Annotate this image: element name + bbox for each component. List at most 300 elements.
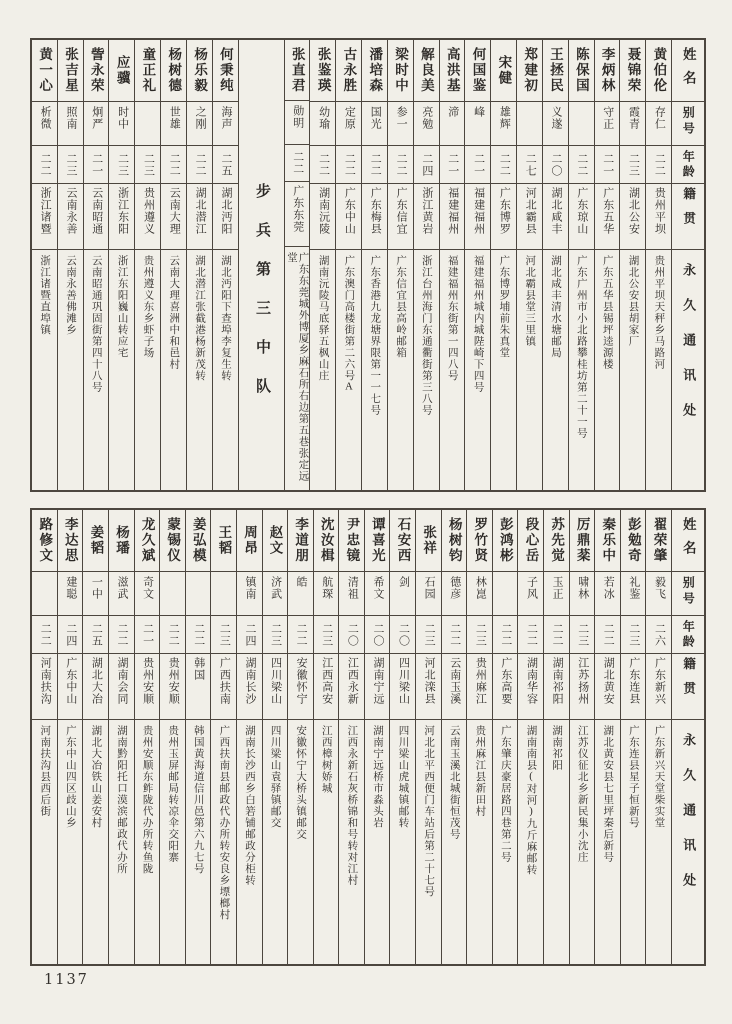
entry-age: 二〇 (346, 622, 359, 647)
entry-alias: 亮勉 (420, 106, 433, 130)
entry-address: 广东香港九龙塘界限第一一七号 (369, 255, 381, 416)
name-cell (213, 40, 238, 102)
name-cell (416, 510, 441, 572)
origin-cell (339, 654, 364, 720)
entry-alias: 奇文 (141, 576, 154, 600)
age-cell (362, 146, 387, 184)
age-cell (414, 146, 439, 184)
roster-column (595, 40, 621, 490)
address-cell (336, 250, 361, 490)
entry-origin: 广东东莞 (291, 184, 304, 233)
name-cell (493, 510, 518, 572)
age-cell (595, 146, 620, 184)
origin-cell (211, 654, 236, 720)
age-cell (336, 146, 361, 184)
address-cell (388, 250, 413, 490)
name-cell (135, 510, 160, 572)
origin-cell (160, 654, 185, 720)
name-cell (362, 40, 387, 102)
age-cell (109, 616, 134, 654)
age-cell (543, 146, 568, 184)
entry-address: 四川梁山虎城镇邮转 (397, 725, 409, 829)
entry-name: 张直君 (289, 46, 305, 94)
entry-age: 二一 (472, 152, 485, 177)
entry-age: 二〇 (371, 622, 384, 647)
name-cell (569, 40, 594, 102)
entry-name: 赵文 (267, 525, 283, 556)
header-label: 姓名 (680, 517, 696, 564)
origin-cell (135, 654, 160, 720)
origin-cell (135, 184, 160, 250)
entry-origin: 湖南华容 (525, 657, 538, 705)
entry-name: 何秉纯 (217, 47, 233, 94)
roster-column (621, 510, 647, 964)
name-cell (544, 510, 569, 572)
alias-cell (237, 572, 262, 616)
entry-name: 解良美 (418, 47, 434, 94)
entry-name: 罗竹贤 (472, 517, 488, 564)
entry-name: 高洪基 (444, 47, 460, 94)
roster-column (109, 40, 135, 490)
name-cell (310, 40, 335, 102)
entry-name: 张吉星 (62, 47, 78, 94)
entry-address: 福建福州东街第一四八号 (446, 255, 458, 382)
age-cell (467, 616, 492, 654)
entry-age: 二三 (320, 622, 333, 647)
name-cell (339, 510, 364, 572)
alias-cell (187, 102, 212, 146)
alias-cell (646, 102, 671, 146)
roster-column (213, 40, 239, 490)
entry-age: 二三 (474, 622, 487, 647)
alias-cell (570, 572, 595, 616)
entry-alias: 一中 (90, 576, 103, 600)
name-cell (595, 40, 620, 102)
name-cell (414, 40, 439, 102)
roster-column (135, 40, 161, 490)
entry-age: 二五 (90, 622, 103, 647)
roster-column (646, 510, 672, 964)
entry-name: 周昂 (241, 525, 257, 556)
entry-origin: 广东梅县 (369, 187, 382, 235)
age-cell (339, 616, 364, 654)
entry-age: 二二 (295, 622, 308, 647)
name-cell (646, 40, 671, 102)
age-cell (83, 616, 108, 654)
entry-age: 二二 (317, 152, 330, 177)
entry-age: 二二 (369, 152, 382, 177)
roster-column (465, 40, 491, 490)
entry-name: 古永胜 (341, 47, 357, 94)
age-cell (310, 146, 335, 184)
alias-cell (339, 572, 364, 616)
address-cell (517, 250, 542, 490)
entry-origin: 江苏扬州 (576, 657, 589, 705)
roster-column (414, 40, 440, 490)
entry-age: 二二 (167, 622, 180, 647)
entry-origin: 湖南会同 (116, 657, 128, 705)
entry-address: 福建福州城内城陛崎下四号 (472, 255, 484, 393)
entry-name: 李道朋 (293, 517, 309, 564)
address-cell (543, 250, 568, 490)
entry-origin: 云南大理 (168, 187, 181, 235)
origin-cell (491, 184, 516, 250)
alias-cell (263, 572, 288, 616)
section-divider-column (239, 40, 285, 490)
name-cell (314, 510, 339, 572)
name-cell (543, 40, 568, 102)
name-cell (621, 510, 646, 572)
header-label: 永久通讯处 (681, 263, 697, 438)
entry-name: 杨树钧 (446, 517, 462, 564)
origin-cell (467, 654, 492, 720)
origin-cell (83, 654, 108, 720)
origin-cell (84, 184, 109, 250)
origin-cell (288, 654, 313, 720)
roster-column (161, 40, 187, 490)
origin-cell (336, 184, 361, 250)
header-label: 年龄 (681, 149, 696, 180)
entry-origin: 湖南宁远 (371, 657, 384, 705)
name-cell (388, 40, 413, 102)
name-cell (465, 40, 490, 102)
address-cell (32, 250, 57, 490)
header-label-origin (672, 184, 704, 250)
age-cell (442, 616, 467, 654)
name-cell (365, 510, 390, 572)
address-cell (416, 720, 441, 964)
roster-column (237, 510, 263, 964)
entry-origin: 福建福州 (446, 187, 459, 235)
roster-column (109, 510, 135, 964)
entry-age: 二二 (194, 152, 207, 177)
name-cell (186, 510, 211, 572)
address-cell (211, 720, 236, 964)
age-cell (646, 146, 671, 184)
alias-cell (336, 102, 361, 146)
alias-cell (390, 572, 415, 616)
alias-cell (491, 102, 516, 146)
entry-address: 贵州遵义东乡虾子场 (142, 255, 154, 359)
roster-column (58, 510, 84, 964)
name-cell (187, 40, 212, 102)
entry-age: 二五 (219, 152, 232, 177)
age-cell (570, 616, 595, 654)
alias-cell (362, 102, 387, 146)
roster-column (595, 510, 621, 964)
entry-name: 厉鼎棻 (574, 517, 590, 564)
entry-name: 童正礼 (140, 47, 156, 94)
address-cell (544, 720, 569, 964)
alias-cell (388, 102, 413, 146)
name-cell (237, 510, 262, 572)
entry-alias: 礼鉴 (627, 576, 640, 600)
origin-cell (440, 184, 465, 250)
roster-column (336, 40, 362, 490)
name-cell (83, 510, 108, 572)
age-cell (237, 616, 262, 654)
entry-name: 李达思 (62, 517, 78, 564)
entry-origin: 河北霸县 (524, 187, 537, 235)
entry-address: 湖北大冶铁山姜安村 (90, 725, 102, 829)
entry-origin: 湖北咸丰 (550, 187, 563, 235)
entry-age: 二二 (168, 152, 181, 177)
entry-age: 二二 (39, 152, 52, 177)
roster-column (160, 510, 186, 964)
entry-age: 二三 (423, 622, 436, 647)
entry-age: 二二 (575, 152, 588, 177)
entry-origin: 江西永新 (346, 657, 359, 705)
roster-column (544, 510, 570, 964)
entry-origin: 广东高要 (499, 657, 512, 705)
alias-cell (32, 572, 57, 616)
entry-origin: 云南玉溪 (448, 657, 461, 705)
roster-column (517, 40, 543, 490)
entry-alias: 林崑 (474, 576, 487, 600)
origin-cell (314, 654, 339, 720)
entry-address: 浙江诸暨直埠镇 (39, 255, 51, 336)
name-cell (517, 40, 542, 102)
age-cell (135, 616, 160, 654)
alias-cell (620, 102, 645, 146)
alias-cell (646, 572, 671, 616)
address-cell (491, 250, 516, 490)
entry-alias: 义遂 (550, 106, 563, 130)
entry-alias: 存仁 (653, 106, 666, 130)
roster-column (442, 510, 468, 964)
name-cell (135, 40, 160, 102)
roster-column (84, 40, 110, 490)
name-cell (285, 40, 310, 101)
entry-age: 二三 (116, 152, 129, 177)
entry-name: 王韬 (216, 525, 232, 556)
alias-cell (314, 572, 339, 616)
address-cell (135, 720, 160, 964)
address-cell (440, 250, 465, 490)
entry-alias: 玉正 (551, 576, 564, 600)
entry-address: 广东五华县锡坪逵源楼 (601, 255, 613, 370)
entry-name: 潘培森 (367, 47, 383, 94)
entry-alias: 滋武 (116, 576, 128, 600)
origin-cell (569, 184, 594, 250)
header-label: 别号 (681, 576, 696, 608)
address-cell (187, 250, 212, 490)
origin-cell (646, 654, 671, 720)
entry-address: 湖南祁阳 (551, 725, 563, 771)
entry-origin: 湖北大冶 (90, 657, 103, 705)
age-cell (32, 616, 57, 654)
entry-age: 二七 (524, 152, 537, 177)
alias-cell (135, 572, 160, 616)
name-cell (440, 40, 465, 102)
entry-origin: 广东中山 (64, 657, 77, 705)
origin-cell (570, 654, 595, 720)
age-cell (595, 616, 620, 654)
age-cell (517, 146, 542, 184)
origin-cell (416, 654, 441, 720)
entry-address: 湖南长沙西乡白箬铺邮政分柜转 (243, 725, 255, 886)
entry-origin: 湖北公安 (627, 187, 640, 235)
origin-cell (186, 654, 211, 720)
alias-cell (160, 572, 185, 616)
entry-origin: 广西扶南 (218, 657, 231, 705)
header-label-name (672, 510, 704, 572)
address-cell (161, 250, 186, 490)
address-cell (314, 720, 339, 964)
alias-cell (310, 102, 335, 146)
entry-name: 陈保国 (573, 47, 589, 94)
name-cell (109, 510, 134, 572)
alias-cell (58, 572, 83, 616)
origin-cell (285, 182, 310, 247)
entry-alias: 幼瑜 (317, 106, 330, 130)
address-cell (390, 720, 415, 964)
address-cell (465, 250, 490, 490)
address-cell (518, 720, 543, 964)
origin-cell (58, 184, 83, 250)
age-cell (135, 146, 160, 184)
entry-name: 蒙锡仪 (165, 517, 181, 564)
alias-cell (416, 572, 441, 616)
entry-alias: 希文 (371, 576, 384, 600)
entry-origin: 江西高安 (320, 657, 333, 705)
entry-origin: 安徽怀宁 (295, 657, 308, 705)
name-cell (491, 40, 516, 102)
entry-address: 河北霸县堂三里镇 (524, 255, 536, 347)
address-cell (263, 720, 288, 964)
entry-address: 云南昭通巩固街第四十八号 (90, 255, 102, 393)
header-label-alias (672, 572, 704, 616)
entry-origin: 四川梁山 (269, 657, 282, 705)
entry-age: 二四 (243, 622, 256, 647)
origin-cell (621, 654, 646, 720)
age-cell (263, 616, 288, 654)
age-cell (58, 616, 83, 654)
alias-cell (109, 572, 134, 616)
entry-alias: 峰 (472, 106, 485, 118)
origin-cell (465, 184, 490, 250)
name-cell (58, 510, 83, 572)
alias-cell (595, 102, 620, 146)
entry-address: 河南扶沟县西后街 (39, 725, 51, 817)
entry-age: 二三 (64, 152, 77, 177)
entry-origin: 韩国 (192, 657, 205, 681)
alias-cell (544, 572, 569, 616)
address-cell (109, 250, 134, 490)
entry-age: 二二 (448, 622, 461, 647)
entry-name: 訾永荣 (88, 47, 104, 94)
roster-column (390, 510, 416, 964)
roster-column (570, 510, 596, 964)
entry-age: 二二 (39, 622, 52, 647)
entry-alias: 啸林 (576, 576, 589, 600)
entry-address: 湖北公安县胡家厂 (627, 255, 639, 347)
address-cell (339, 720, 364, 964)
roster-column (187, 40, 213, 490)
address-cell (186, 720, 211, 964)
entry-alias: 济武 (269, 576, 282, 600)
entry-name: 沈汝楫 (318, 517, 334, 564)
age-cell (314, 616, 339, 654)
entry-alias: 建聪 (64, 576, 77, 600)
origin-cell (595, 654, 620, 720)
entry-name: 应骥 (114, 55, 130, 86)
name-cell (109, 40, 134, 102)
entry-age: 二二 (116, 622, 128, 647)
entry-origin: 广东新兴 (653, 657, 666, 705)
entry-name: 郑建初 (522, 47, 538, 94)
header-label-alias (672, 102, 704, 146)
entry-address: 广东中山四区歧山乡 (64, 725, 76, 829)
page-number: 1137 (44, 972, 89, 988)
alias-cell (517, 102, 542, 146)
entry-alias: 照南 (64, 106, 77, 130)
roster-column (263, 510, 289, 964)
address-cell (310, 250, 335, 490)
entry-name: 王拯民 (548, 47, 564, 94)
origin-cell (544, 654, 569, 720)
origin-cell (109, 654, 134, 720)
entry-alias: 清祖 (346, 576, 359, 600)
name-cell (620, 40, 645, 102)
origin-cell (388, 184, 413, 250)
entry-address: 浙江台州海门东通衢街第三八号 (420, 255, 432, 416)
roster-column (186, 510, 212, 964)
header-label-age (672, 616, 704, 654)
entry-alias: 之刚 (194, 106, 207, 130)
origin-cell (595, 184, 620, 250)
origin-cell (518, 654, 543, 720)
roster-column (491, 40, 517, 490)
address-cell (32, 720, 57, 964)
name-cell (84, 40, 109, 102)
address-cell (213, 250, 238, 490)
roster-column (32, 40, 58, 490)
address-cell (84, 250, 109, 490)
age-cell (388, 146, 413, 184)
entry-alias: 子风 (525, 576, 538, 600)
address-cell (285, 247, 310, 490)
entry-origin: 湖南长沙 (243, 657, 256, 705)
entry-age: 二三 (576, 622, 589, 647)
origin-cell (32, 184, 57, 250)
name-cell (390, 510, 415, 572)
entry-origin: 湖南沅陵 (317, 187, 330, 235)
name-cell (336, 40, 361, 102)
roster-column (467, 510, 493, 964)
origin-cell (620, 184, 645, 250)
address-cell (595, 250, 620, 490)
origin-cell (32, 654, 57, 720)
entry-address: 广东东莞城外博厦乡麻石所右边第五巷张定远堂 (285, 252, 309, 483)
header-label: 籍贯 (681, 187, 696, 236)
roster-table-bottom (30, 508, 706, 966)
roster-header-column (672, 510, 704, 964)
age-cell (58, 146, 83, 184)
roster-column (83, 510, 109, 964)
origin-cell (237, 654, 262, 720)
name-cell (32, 40, 57, 102)
entry-origin: 云南永善 (64, 187, 77, 235)
alias-cell (440, 102, 465, 146)
header-label-name (672, 40, 704, 102)
entry-origin: 广东中山 (343, 187, 356, 235)
entry-address: 湖北潜江张截港杨新茂转 (194, 255, 206, 382)
alias-cell (595, 572, 620, 616)
address-cell (237, 720, 262, 964)
age-cell (84, 146, 109, 184)
alias-cell (83, 572, 108, 616)
